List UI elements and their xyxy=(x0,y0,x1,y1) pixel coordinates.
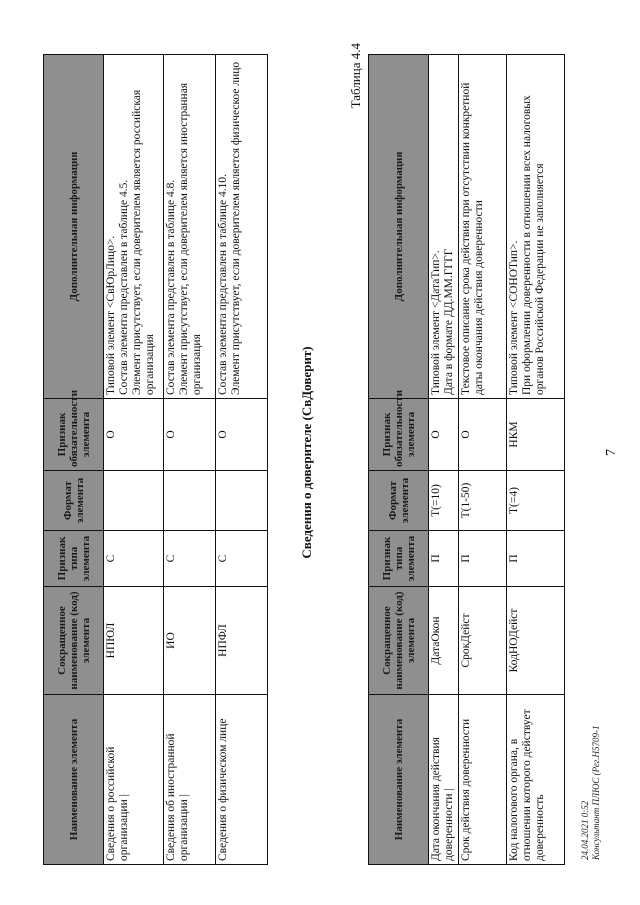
element-name: Срок действия доверенности xyxy=(459,695,507,865)
page-number: 7 xyxy=(604,449,619,456)
table-row xyxy=(429,55,459,865)
element-info xyxy=(429,55,459,399)
element-required: О xyxy=(459,399,507,471)
info-line: При оформлении доверенности в отношении всех налоговых органов Российской Федерации не заполняется xyxy=(521,95,546,395)
info-line: Типовой элемент <ДатаТип>. xyxy=(430,250,442,395)
principal-table xyxy=(43,54,268,865)
element-required: О xyxy=(164,399,216,471)
table-row xyxy=(104,55,164,865)
print-stamp xyxy=(580,726,602,860)
header-format: Формат элемента xyxy=(44,471,104,531)
header-type: Признак типа элемента xyxy=(369,531,429,587)
element-code: КодНОДейст xyxy=(507,587,565,695)
element-format: T(=10) xyxy=(429,471,459,531)
info-line: Состав элемента представлен в таблице 4.5. xyxy=(118,179,130,395)
element-format: T(=4) xyxy=(507,471,565,531)
header-type: Признак типа элемента xyxy=(44,531,104,587)
header-info: Дополнительная информация xyxy=(369,55,429,399)
header-code: Сокращенное наименование (код) элемента xyxy=(369,587,429,695)
element-info xyxy=(216,55,268,399)
element-required: О xyxy=(429,399,459,471)
header-name: Наименование элемента xyxy=(44,695,104,865)
header-required: Признак обязательности элемента xyxy=(369,399,429,471)
element-type: П xyxy=(459,531,507,587)
info-line: Элемент присутствует, если доверителем является физическое лицо xyxy=(230,61,242,395)
elements-table xyxy=(368,54,565,865)
element-code: ДатаОкон xyxy=(429,587,459,695)
element-code: ИО xyxy=(164,587,216,695)
table-row xyxy=(507,55,565,865)
table-title: Сведения о доверителе (СвДоверит) xyxy=(299,346,314,559)
info-line: Типовой элемент <СвЮрЛицо>. xyxy=(105,235,117,395)
table-caption: Таблица 4.4 xyxy=(348,43,363,109)
element-format xyxy=(164,471,216,531)
info-line: Типовой элемент <СОНОТип>. xyxy=(508,240,520,395)
element-info xyxy=(164,55,216,399)
info-line: Элемент присутствует, если доверителем является иностранная организация xyxy=(178,82,203,395)
element-name: Сведения о физическом лице xyxy=(216,695,268,865)
stamp-line: Консультант ПЛЮС (Рег.Н5709-1 xyxy=(591,725,601,860)
element-name: Сведения об иностранной организации | xyxy=(164,695,216,865)
element-format xyxy=(216,471,268,531)
header-name: Наименование элемента xyxy=(369,695,429,865)
stamp-line: 24.04.2021 0:52 xyxy=(580,800,590,860)
info-line: Текстовое описание срока действия при отсутствии конкретной даты окончания действия доверенности xyxy=(460,82,485,395)
element-required: О xyxy=(104,399,164,471)
element-name: Сведения о российской организации | xyxy=(104,695,164,865)
header-required: Признак обязательности элемента xyxy=(44,399,104,471)
element-format xyxy=(104,471,164,531)
element-name: Код налогового органа, в отношении которого действует доверенность xyxy=(507,695,565,865)
element-code: СрокДейст xyxy=(459,587,507,695)
header-format: Формат элемента xyxy=(369,471,429,531)
element-code: НПФЛ xyxy=(216,587,268,695)
element-type: С xyxy=(216,531,268,587)
table-row xyxy=(216,55,268,865)
element-required: О xyxy=(216,399,268,471)
element-type: П xyxy=(507,531,565,587)
element-code: НПЮЛ xyxy=(104,587,164,695)
info-line: Состав элемента представлен в таблице 4.8. xyxy=(165,179,177,395)
info-line: Состав элемента представлен в таблице 4.10. xyxy=(217,173,229,395)
element-info xyxy=(507,55,565,399)
element-info xyxy=(104,55,164,399)
element-type: С xyxy=(104,531,164,587)
element-required: НКМ xyxy=(507,399,565,471)
element-name: Дата окончания действия доверенности | xyxy=(429,695,459,865)
info-line: Элемент присутствует, если доверителем является российская организация xyxy=(131,89,156,395)
header-info: Дополнительная информация xyxy=(44,55,104,399)
info-line: Дата в формате ДД.ММ.ГГГГ xyxy=(443,248,455,395)
element-type: П xyxy=(429,531,459,587)
element-type: С xyxy=(164,531,216,587)
header-code: Сокращенное наименование (код) элемента xyxy=(44,587,104,695)
table-row xyxy=(459,55,507,865)
table-row xyxy=(164,55,216,865)
element-format: T(1-50) xyxy=(459,471,507,531)
element-info xyxy=(459,55,507,399)
